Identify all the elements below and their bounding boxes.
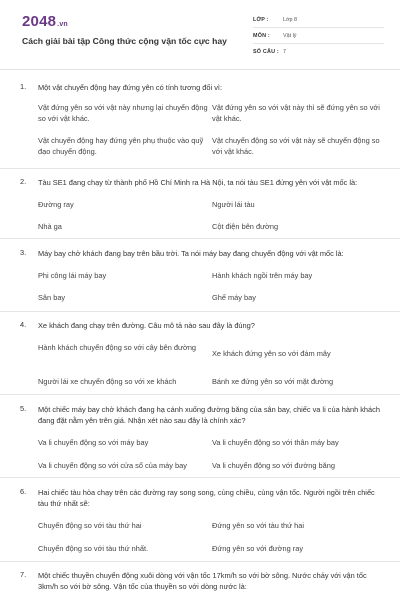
meta-row-subject xyxy=(253,28,384,44)
question-number: 6. xyxy=(20,487,27,496)
answer-option[interactable]: Vật chuyển động so với vật này sẽ chuyển động so với vật khác. xyxy=(212,136,380,156)
question-text: Tàu SE1 đang chạy từ thành phố Hồ Chí Minh ra Hà Nội, ta nói tàu SE1 đứng yên với vật mốc là: xyxy=(38,178,358,187)
answer-option[interactable]: Va li chuyển động so với cửa sổ của máy bay xyxy=(38,461,187,470)
question-text: Máy bay chở khách đang bay trên bầu trời. Ta nói máy bay đang chuyển động với vật mốc là: xyxy=(38,249,344,258)
answer-option[interactable]: Chuyển động so với tàu thứ hai xyxy=(38,521,142,530)
answer-option[interactable]: Ghế máy bay xyxy=(212,293,256,302)
question-number: 3. xyxy=(20,248,27,257)
meta-row-count xyxy=(253,44,384,60)
meta-table xyxy=(253,12,384,60)
page-title: Cách giải bài tập Công thức cộng vận tốc cực hay xyxy=(22,36,227,46)
question-number: 1. xyxy=(20,82,27,91)
meta-label: MÔN : xyxy=(253,32,270,39)
question-divider xyxy=(0,311,400,312)
answer-option[interactable]: Phi công lái máy bay xyxy=(38,271,107,280)
meta-value: Lớp 8 xyxy=(283,16,298,23)
question-number: 7. xyxy=(20,570,27,579)
question-divider xyxy=(0,394,400,395)
question-divider xyxy=(0,477,400,478)
answer-option[interactable]: Vật chuyển động hay đứng yên phụ thuộc vào quỹ đạo chuyển động. xyxy=(38,136,204,156)
answer-option[interactable]: Vật đứng yên so với vật này nhưng lại chuyển động so với vật khác. xyxy=(38,103,208,123)
answer-option[interactable]: Người lái xe chuyển động so với xe khách xyxy=(38,377,177,386)
question-number: 4. xyxy=(20,320,27,329)
meta-label: SỐ CÂU : xyxy=(253,49,279,55)
document-header xyxy=(0,0,400,66)
answer-option[interactable]: Nhà ga xyxy=(38,222,62,231)
question-divider xyxy=(0,168,400,169)
answer-option[interactable]: Đứng yên so với tàu thứ hai xyxy=(212,521,304,530)
meta-row-class xyxy=(253,12,384,28)
answer-option[interactable]: Va li chuyển động so với máy bay xyxy=(38,438,149,447)
answer-option[interactable]: Va li chuyển động so với thân máy bay xyxy=(212,438,339,447)
answer-option[interactable]: Đường ray xyxy=(38,200,74,209)
question-text: Hai chiếc tàu hỏa chạy trên các đường ray song song, cùng chiều, cùng vận tốc. Người ngồi trên chiếc tàu thứ nhất sẽ: xyxy=(38,488,375,508)
answer-option[interactable]: Bánh xe đứng yên so với mặt đường xyxy=(212,377,334,386)
answer-option[interactable]: Xe khách đứng yên so với đám mây xyxy=(212,349,331,358)
answer-option[interactable]: Người lái tàu xyxy=(212,200,255,209)
meta-label: LỚP : xyxy=(253,16,269,23)
answer-option[interactable]: Chuyển động so với tàu thứ nhất. xyxy=(38,544,149,553)
answer-option[interactable]: Vật đứng yên so với vật này thì sẽ đứng yên so với vật khác. xyxy=(212,103,380,123)
meta-value: Vật lý xyxy=(283,32,297,39)
question-text: Một chiếc máy bay chở khách đang hạ cánh xuống đường băng của sân bay, chiếc va li của hành khách đang đặt nằm yên trên giá. Nhận xét nào sau đây là chính xác? xyxy=(38,405,380,425)
answer-option[interactable]: Hành khách ngồi trên máy bay xyxy=(212,271,313,280)
question-text: Một vật chuyển động hay đứng yên có tính tương đối vì: xyxy=(38,83,223,92)
answer-option[interactable]: Cột điện bên đường xyxy=(212,222,279,231)
answer-option[interactable]: Đứng yên so với đường ray xyxy=(212,544,304,553)
header-divider xyxy=(0,69,400,70)
answer-option[interactable]: Sân bay xyxy=(38,293,66,302)
question-divider xyxy=(0,238,400,239)
question-number: 5. xyxy=(20,404,27,413)
question-text: Xe khách đang chạy trên đường. Câu mô tả nào sau đây là đúng? xyxy=(38,321,255,330)
question-text: Một chiếc thuyền chuyển động xuôi dòng với vận tốc 17km/h so với bờ sông. Nước chảy với vận tốc 3km/h so với bờ sông. Vận tốc của thuyền so với dòng nước là: xyxy=(38,571,367,591)
site-logo[interactable]: 2048.vn xyxy=(22,13,68,30)
question-divider xyxy=(0,561,400,562)
answer-option[interactable]: Va li chuyển động so với đường băng xyxy=(212,461,335,470)
question-number: 2. xyxy=(20,177,27,186)
meta-value: 7 xyxy=(283,49,286,55)
answer-option[interactable]: Hành khách chuyển động so với cây bên đường xyxy=(38,343,197,352)
